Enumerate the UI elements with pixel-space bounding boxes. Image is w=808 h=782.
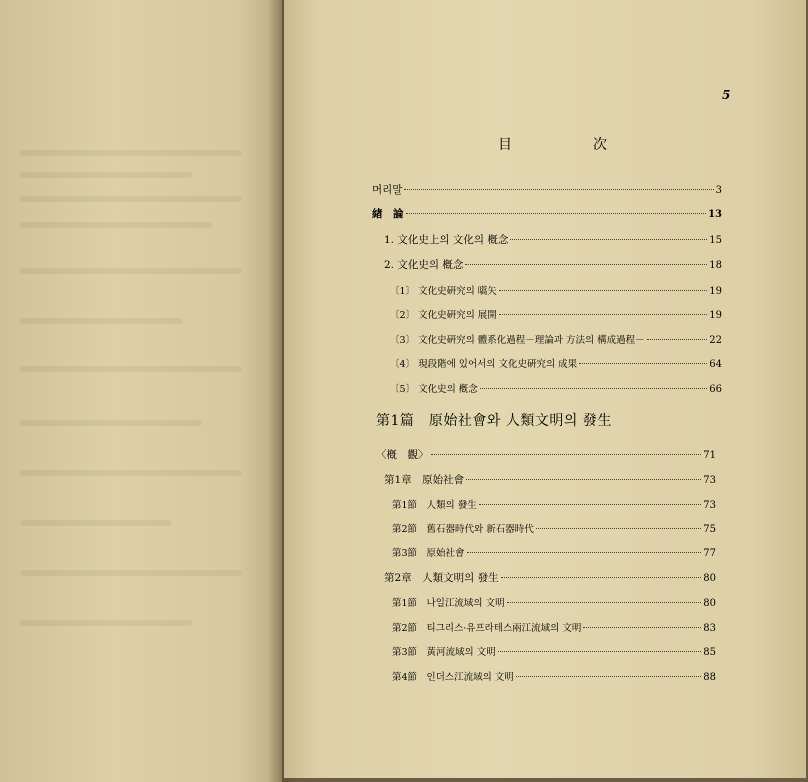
toc-entry-page: 80: [703, 573, 716, 584]
toc-entry: [392, 595, 716, 609]
toc-entry-label: 第1節 人類의 發生: [392, 500, 477, 511]
toc-entry-page: 88: [703, 672, 716, 683]
toc-entry-label: 2. 文化史의 槪念: [384, 259, 464, 271]
toc-entry-label: 〔3〕 文化史硏究의 體系化過程－理論과 方法의 構成過程－: [390, 335, 645, 346]
toc-entry-label: 第1節 나일江流域의 文明: [392, 598, 505, 609]
toc-entry-label: 第4節 인더스江流域의 文明: [392, 672, 514, 683]
toc-entry: [372, 206, 722, 221]
toc-entry-label: 〈槪 觀〉: [376, 449, 429, 461]
toc-entry-label: 緖 論: [372, 208, 404, 220]
toc-entry-page: 73: [703, 475, 716, 486]
toc-entry-page: 66: [709, 384, 722, 395]
toc-entry-page: 19: [709, 310, 722, 321]
toc-entry-page: 75: [703, 524, 716, 535]
toc-entry: [392, 521, 716, 535]
toc-entry-page: 83: [703, 623, 716, 634]
toc-entry: [390, 356, 722, 370]
toc-entry-page: 19: [709, 286, 722, 297]
toc-entry-page: 73: [703, 500, 716, 511]
toc-entry-page: 13: [708, 209, 722, 220]
toc-title: [498, 134, 608, 154]
toc-entry-label: 〔1〕 文化史硏究의 嚆矢: [390, 286, 497, 297]
toc-entry: [390, 381, 722, 395]
toc-entry: [390, 332, 722, 346]
toc-title-char-1: 目: [498, 137, 513, 153]
toc-entry: [392, 620, 716, 634]
toc-entry-page: 80: [703, 598, 716, 609]
toc-entry: [384, 232, 722, 247]
toc-entry-label: 第1章 原始社會: [384, 474, 465, 486]
toc-entry-label: 1. 文化史上의 文化의 槪念: [384, 234, 509, 246]
toc-entry: [372, 182, 722, 197]
toc-entry: [384, 570, 716, 585]
toc-entry-label: 第2章 人類文明의 發生: [384, 572, 499, 584]
toc-entry-page: 15: [709, 235, 722, 246]
toc-entry-page: 64: [709, 359, 722, 370]
toc-entry-page: 22: [709, 335, 722, 346]
toc-entry-label: 머리말: [372, 184, 403, 196]
toc-entry: [390, 307, 722, 321]
toc-entry-label: 第2節 티그리스·유프라테스兩江流域의 文明: [392, 623, 582, 634]
toc-entry: [390, 283, 722, 297]
toc-entry-label: 〔2〕 文化史硏究의 展開: [390, 310, 497, 321]
toc-entry: [392, 669, 716, 683]
toc-entry-label: 第3節 原始社會: [392, 548, 465, 559]
toc-entry: [376, 447, 716, 462]
page-number: 5: [722, 88, 731, 102]
left-page: [0, 0, 282, 782]
toc-entry: [392, 644, 716, 658]
toc-entry-label: 第2節 舊石器時代와 新石器時代: [392, 524, 534, 535]
toc-entry-page: 18: [709, 260, 722, 271]
toc-entry-page: 71: [703, 450, 716, 461]
toc-entry-page: 3: [715, 185, 722, 196]
toc-entry: [384, 257, 722, 272]
toc-entry-label: 〔4〕 現段階에 있어서의 文化史硏究의 成果: [390, 359, 578, 370]
toc-entry: [392, 497, 716, 511]
toc-title-char-2: 次: [593, 137, 608, 153]
toc-entry: [392, 545, 716, 559]
toc-entry-page: 85: [703, 647, 716, 658]
toc-entry-label: 第3節 黃河流域의 文明: [392, 647, 496, 658]
toc-entry-label: 〔5〕 文化史의 槪念: [390, 384, 478, 395]
toc-entry: [384, 472, 716, 487]
part-title: 第1篇 原始社會와 人類文明의 發生: [376, 413, 612, 429]
toc-entry-page: 77: [703, 548, 716, 559]
